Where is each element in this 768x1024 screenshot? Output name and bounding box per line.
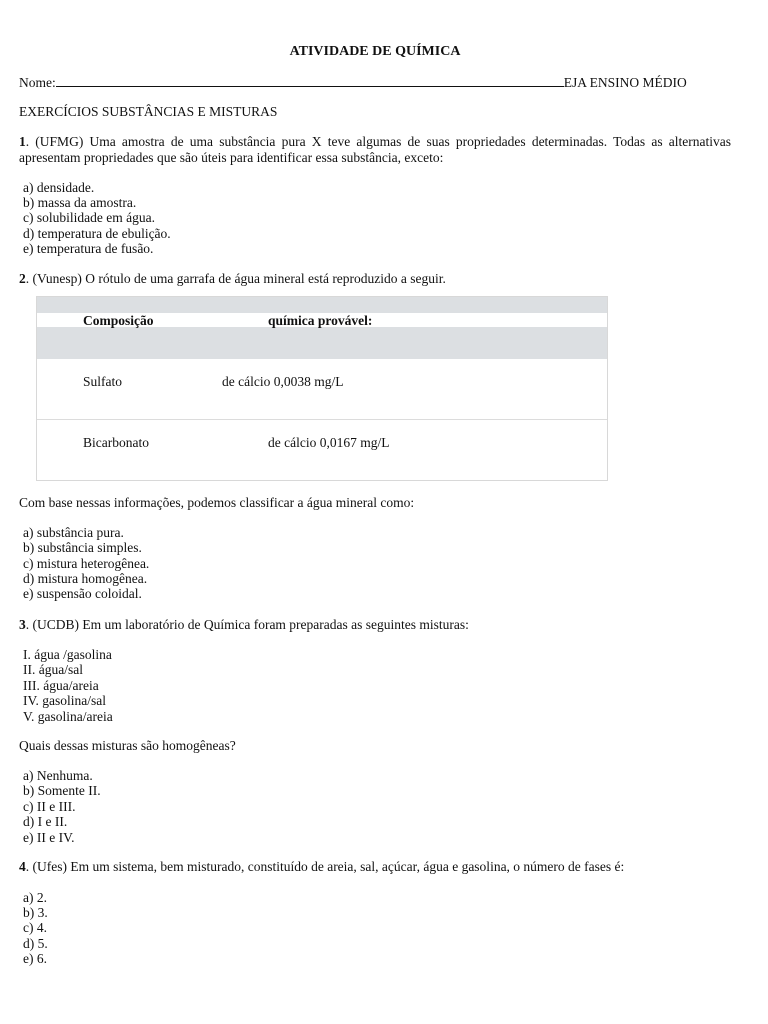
- question-3-option-b: b) Somente II.: [23, 783, 101, 798]
- section-heading: EXERCÍCIOS SUBSTÂNCIAS E MISTURAS: [19, 104, 278, 119]
- question-4-text: . (Ufes) Em um sistema, bem misturado, constituído de areia, sal, açúcar, água e gasolina, o número de fases é:: [25, 859, 625, 874]
- page-title: ATIVIDADE DE QUÍMICA: [289, 44, 461, 59]
- question-1-number: 1: [19, 134, 26, 149]
- mixture-item-2: II. água/sal: [23, 662, 83, 677]
- question-1-option-c: c) solubilidade em água.: [23, 210, 155, 225]
- table-row-divider: [37, 419, 607, 420]
- label-table: [36, 296, 608, 481]
- question-4-option-a: a) 2.: [23, 890, 47, 905]
- table-row-1-value: de cálcio 0,0038 mg/L: [222, 374, 344, 389]
- question-3-option-e: e) II e IV.: [23, 830, 75, 845]
- question-2-followup: Com base nessas informações, podemos classificar a água mineral como:: [19, 495, 415, 510]
- question-3-option-c: c) II e III.: [23, 799, 76, 814]
- name-label: Nome:: [19, 75, 56, 90]
- question-2-option-c: c) mistura heterogênea.: [23, 556, 150, 571]
- question-1-option-e: e) temperatura de fusão.: [23, 241, 154, 256]
- table-header-right: química provável:: [268, 313, 373, 328]
- question-4-option-d: d) 5.: [23, 936, 48, 951]
- name-blank-line: [56, 74, 564, 87]
- question-4-option-b: b) 3.: [23, 905, 48, 920]
- question-3-option-a: a) Nenhuma.: [23, 768, 93, 783]
- question-2-number: 2: [19, 271, 26, 286]
- mixture-item-4: IV. gasolina/sal: [23, 693, 106, 708]
- question-3: [19, 617, 469, 633]
- mixture-item-3: III. água/areia: [23, 678, 99, 693]
- table-row-2-name: Bicarbonato: [83, 435, 149, 450]
- mixture-item-5: V. gasolina/areia: [23, 709, 113, 724]
- question-2-option-d: d) mistura homogênea.: [23, 571, 148, 586]
- question-4: [19, 859, 624, 875]
- question-1-option-d: d) temperatura de ebulição.: [23, 226, 171, 241]
- question-2-option-b: b) substância simples.: [23, 540, 142, 555]
- question-1: [19, 134, 731, 166]
- question-3-number: 3: [19, 617, 26, 632]
- question-1-text: . (UFMG) Uma amostra de uma substância pura X teve algumas de suas propriedades determinadas. Todas as alternativas apresentam propriedades que são úteis para identificar essa substância, exceto:: [19, 134, 731, 165]
- question-1-option-a: a) densidade.: [23, 180, 95, 195]
- table-row-2-value: de cálcio 0,0167 mg/L: [268, 435, 390, 450]
- question-4-option-e: e) 6.: [23, 951, 47, 966]
- name-row: [19, 74, 731, 91]
- level-label: EJA ENSINO MÉDIO: [563, 75, 687, 90]
- question-1-option-b: b) massa da amostra.: [23, 195, 137, 210]
- table-row-1-name: Sulfato: [83, 374, 122, 389]
- question-3-option-d: d) I e II.: [23, 814, 68, 829]
- question-2: [19, 271, 446, 287]
- question-4-number: 4: [19, 859, 26, 874]
- question-3-text: . (UCDB) Em um laboratório de Química foram preparadas as seguintes misturas:: [25, 617, 469, 632]
- table-header-left: Composição: [83, 313, 154, 328]
- question-2-option-e: e) suspensão coloidal.: [23, 586, 142, 601]
- question-2-option-a: a) substância pura.: [23, 525, 124, 540]
- question-3-subquestion: Quais dessas misturas são homogêneas?: [19, 738, 236, 753]
- question-4-option-c: c) 4.: [23, 920, 47, 935]
- question-2-text: . (Vunesp) O rótulo de uma garrafa de água mineral está reproduzido a seguir.: [25, 271, 446, 286]
- mixture-item-1: I. água /gasolina: [23, 647, 112, 662]
